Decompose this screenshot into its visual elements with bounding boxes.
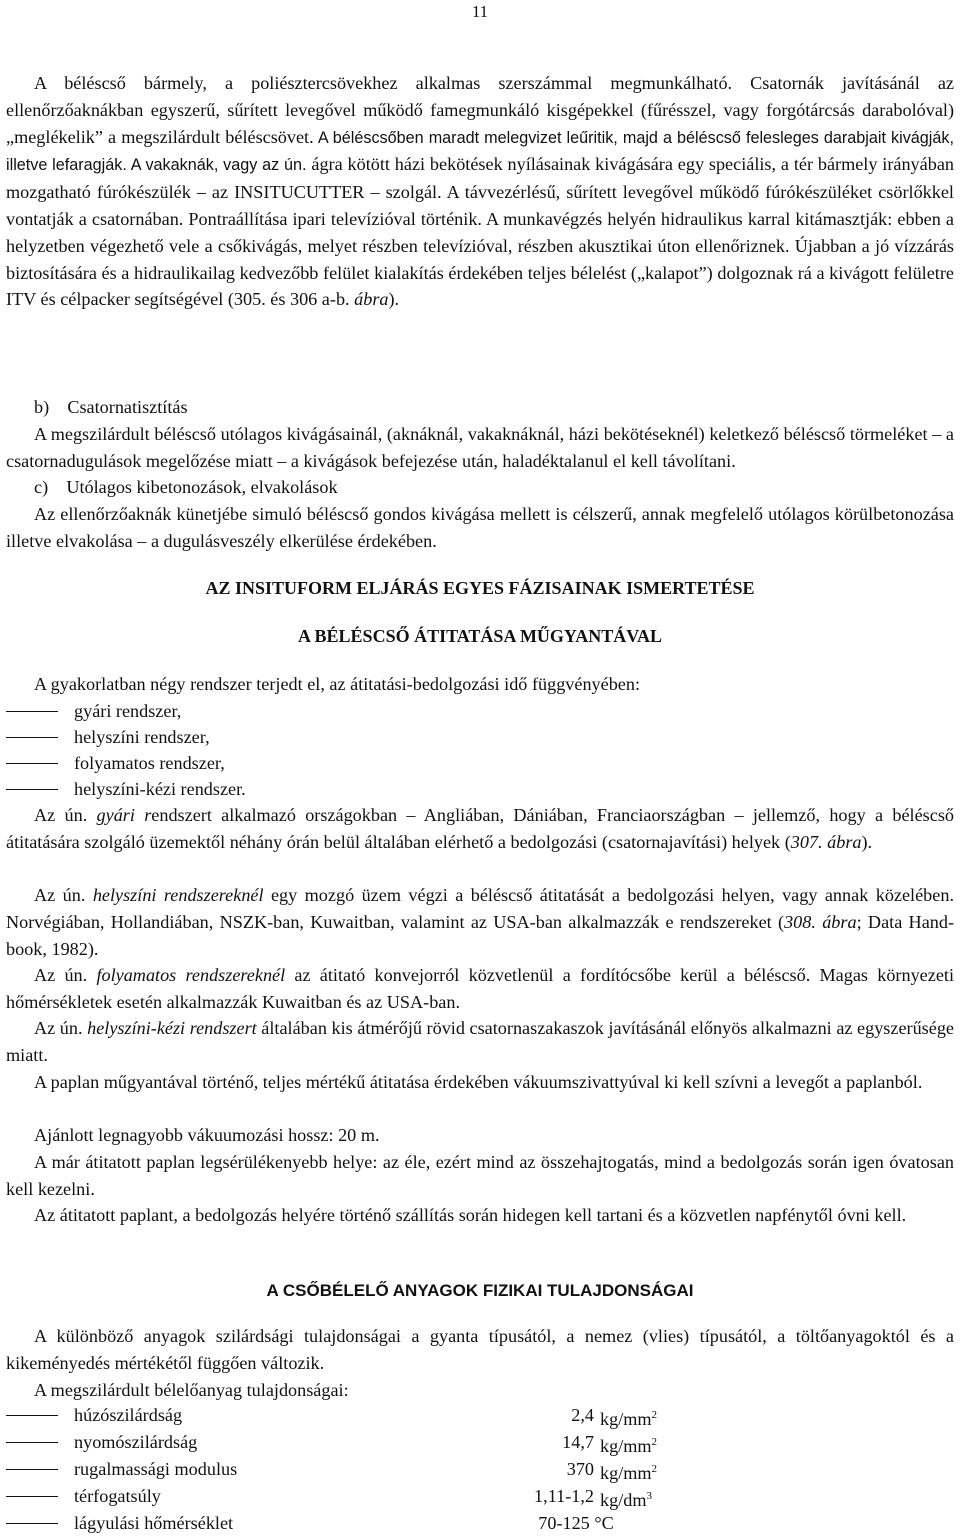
property-value: 370	[566, 1459, 594, 1479]
list-item-text: folyamatos rendszer,	[74, 753, 225, 773]
property-row	[6, 1510, 954, 1536]
paragraph-vacuum-length: Ajánlott legnagyobb vákuumozási hossz: 20 m.	[34, 1125, 380, 1145]
paragraph-cleaning: A megszilárdult béléscső utólagos kivágásainál, (aknáknál, vakaknáknál, házi bekötéseknél) keletkező béléscső törmeléket – a csatornadugulások megelőzése miatt – a kivágások befejezése után, haladéktalanul el kell távolítani.	[6, 424, 954, 471]
property-value: 1,11-1,2	[534, 1486, 594, 1506]
property-unit: $kg/mm^2$	[600, 1409, 658, 1430]
text-run: ).	[861, 831, 873, 852]
text-run: A béléscső bármely, a poliésztercsövekhez alkalmas szerszámmal megmunkálható. Csatornák javításánál az ellenőrzőaknákban egyszerű, sűrített levegővel működő famegmunkáló kisgépekkel (fűrésszel, vagy forgótárcsás darabolóval) „meglékelik” a megszilárdult béléscsövet.	[6, 73, 954, 147]
list-item	[6, 776, 954, 802]
emphasis: folyamatos rendszereknél	[96, 965, 286, 985]
property-name: nyomószilárdság	[74, 1432, 198, 1452]
emphasis: helyszíni rendszereknél	[92, 885, 264, 905]
dash-bullet	[6, 711, 58, 712]
dash-bullet	[6, 737, 58, 738]
heading-insituform: AZ INSITUFORM ELJÁRÁS EGYES FÁZISAINAK ISMERTETÉSE	[205, 578, 755, 598]
property-name: rugalmassági modulus	[74, 1459, 238, 1479]
figure-ref: 307. ábra	[790, 831, 862, 852]
list-item	[6, 698, 954, 724]
heading-impregnation: A BÉLÉSCSŐ ÁTITATÁSA MŰGYANTÁVAL	[298, 626, 662, 646]
property-unit: $kg/mm^2$	[600, 1463, 658, 1484]
dash-bullet	[6, 1523, 58, 1524]
property-value: 14,7	[562, 1432, 594, 1452]
property-unit: $kg/mm^2$	[600, 1436, 658, 1457]
list-item-text: gyári rendszer,	[74, 701, 182, 721]
paragraph-vacuum: A paplan műgyantával történő, teljes mértékű átitatása érdekében vákuumszivattyúval ki kell szívni a levegőt a paplanból.	[34, 1072, 923, 1092]
text-run: ; Data Hand-book, 1982).	[6, 911, 955, 959]
emphasis: helyszíni-kézi rendszert	[87, 1018, 257, 1038]
figure-ref: ábra	[354, 289, 389, 310]
list-item	[6, 750, 954, 776]
paragraph-factory-system	[6, 802, 954, 856]
text-run: egy mozgó üzem végzi a béléscső átitatását a bedolgozási helyen, vagy annak közelében. Norvégiában, Hollandiában, NSZK-ban, Kuwaitban, valamint az USA-ban alkalmazzák e rendszereket (	[6, 885, 954, 932]
paragraph-onsite-system	[6, 882, 954, 962]
page-number: 11	[471, 2, 489, 21]
text-run: Az ún.	[34, 885, 93, 905]
text-run: általában kis átmérőjű rövid csatornaszakaszok javításánál előnyös alkalmazni az egyszerűsége miatt.	[6, 1018, 954, 1065]
property-row	[6, 1429, 954, 1455]
text-run: ).	[388, 289, 400, 310]
text-run: Az ún.	[34, 965, 97, 985]
text-run: A munkavégzés helyén hidraulikus karral kitámasztják: ebben a helyzetben végezhető vele a csőkivágás, melyet részben televízióval, részben akusztikai úton ellenőriznek. Újabban a jó vízzárás biztosítására és a hidraulikailag kedvezőbb felület kialakítás érdekében teljes bélelést („kalapot”) dolgoznak rá a kivágott felületre ITV és célpacker segítségével (305. és 306 a-b.	[6, 208, 954, 310]
paragraph-concreting: Az ellenőrzőaknák künetjébe simuló béléscső gondos kivágása mellett is célszerű, annak megfelelő utólagos körülbetonozása illetve elvakolása – a dugulásveszély elkerülése érdekében.	[6, 504, 954, 551]
property-name: húzószilárdság	[74, 1405, 183, 1425]
list-item-text: helyszíni-kézi rendszer.	[74, 779, 246, 799]
paragraph-materials: A különböző anyagok szilárdsági tulajdonságai a gyanta típusától, a nemez (vlies) típusától, a töltőanyagoktól és a kikeményedés mértékétől függően változik.	[6, 1326, 954, 1373]
paragraph-properties-intro: A megszilárdult bélelőanyag tulajdonságai:	[34, 1380, 349, 1400]
paragraph-manual-system	[6, 1015, 954, 1069]
dash-bullet	[6, 789, 58, 790]
section-title-b: b) Csatornatisztítás	[34, 397, 188, 417]
property-name: térfogatsúly	[74, 1486, 161, 1506]
paragraph-cutting	[6, 70, 954, 313]
property-unit: $kg/dm^3$	[600, 1490, 652, 1511]
property-row	[6, 1402, 954, 1428]
paragraph-continuous-system	[6, 962, 954, 1016]
paragraph-edge: A már átitatott paplan legsérülékenyebb helye: az éle, ezért mind az összehajtogatás, mind a bedolgozás során igen óvatosan kell kezelni.	[6, 1152, 954, 1199]
property-row	[6, 1483, 954, 1509]
property-name: lágyulási hőmérséklet	[74, 1513, 234, 1533]
list-item	[6, 724, 954, 750]
property-row	[6, 1456, 954, 1482]
dash-bullet	[6, 1496, 58, 1497]
dash-bullet	[6, 763, 58, 764]
paragraph-cooling: Az átitatott paplant, a bedolgozás helyére történő szállítás során hidegen kell tartani és a közvetlen napfénytől óvni kell.	[34, 1205, 907, 1225]
paragraph-systems-intro: A gyakorlatban négy rendszer terjedt el, az átitatási-bedolgozási idő függvényében:	[34, 674, 641, 694]
dash-bullet	[6, 1442, 58, 1443]
dash-bullet	[6, 1469, 58, 1470]
text-run: Az ún.	[34, 805, 97, 825]
text-run-sans: A béléscsőben maradt melegvizet leűritik, majd a béléscső felesleges darabjait kivágják, illetve lefaragják. A vakaknák, vagy az ún.	[6, 128, 954, 175]
figure-ref: 308. ábra	[784, 911, 857, 932]
heading-physical-properties: A CSŐBÉLELŐ ANYAGOK FIZIKAI TULAJDONSÁGAI	[266, 1281, 694, 1300]
list-item-text: helyszíni rendszer,	[74, 727, 210, 747]
emphasis: gyári r	[96, 805, 152, 825]
text-run: az átitató konvejorról közvetlenül a fordítócsőbe kerül a béléscső. Magas környezeti hőmérsékletek esetén alkalmazzák Kuwaitban és az USA-ban.	[6, 965, 954, 1012]
text-run: endszert alkalmazó országokban – Angliában, Dániában, Franciaországban – jellemző, hogy a béléscső átitatására szolgáló üzemektől néhány órán belül általában elérhető a bedolgozási (csatornajavítási) helyek (	[6, 805, 954, 852]
property-value: 70-125 °C	[538, 1513, 614, 1533]
dash-bullet	[6, 1415, 58, 1416]
section-title-c: c) Utólagos kibetonozások, elvakolások	[34, 477, 338, 497]
text-run: ágra kötött házi bekötések nyílásainak kivágására egy speciális, a tér bármely irányában mozgatható fúrókészülék – az INSITUCUTTER – szolgál. A távvezérlésű, sűrített levegővel működő fúrókészüléket csörlőkkel vontatják a csatornában. Pontraállítása ipari televízióval történik.	[6, 154, 954, 229]
property-value: 2,4	[571, 1405, 594, 1425]
text-run: Az ún.	[34, 1018, 88, 1038]
